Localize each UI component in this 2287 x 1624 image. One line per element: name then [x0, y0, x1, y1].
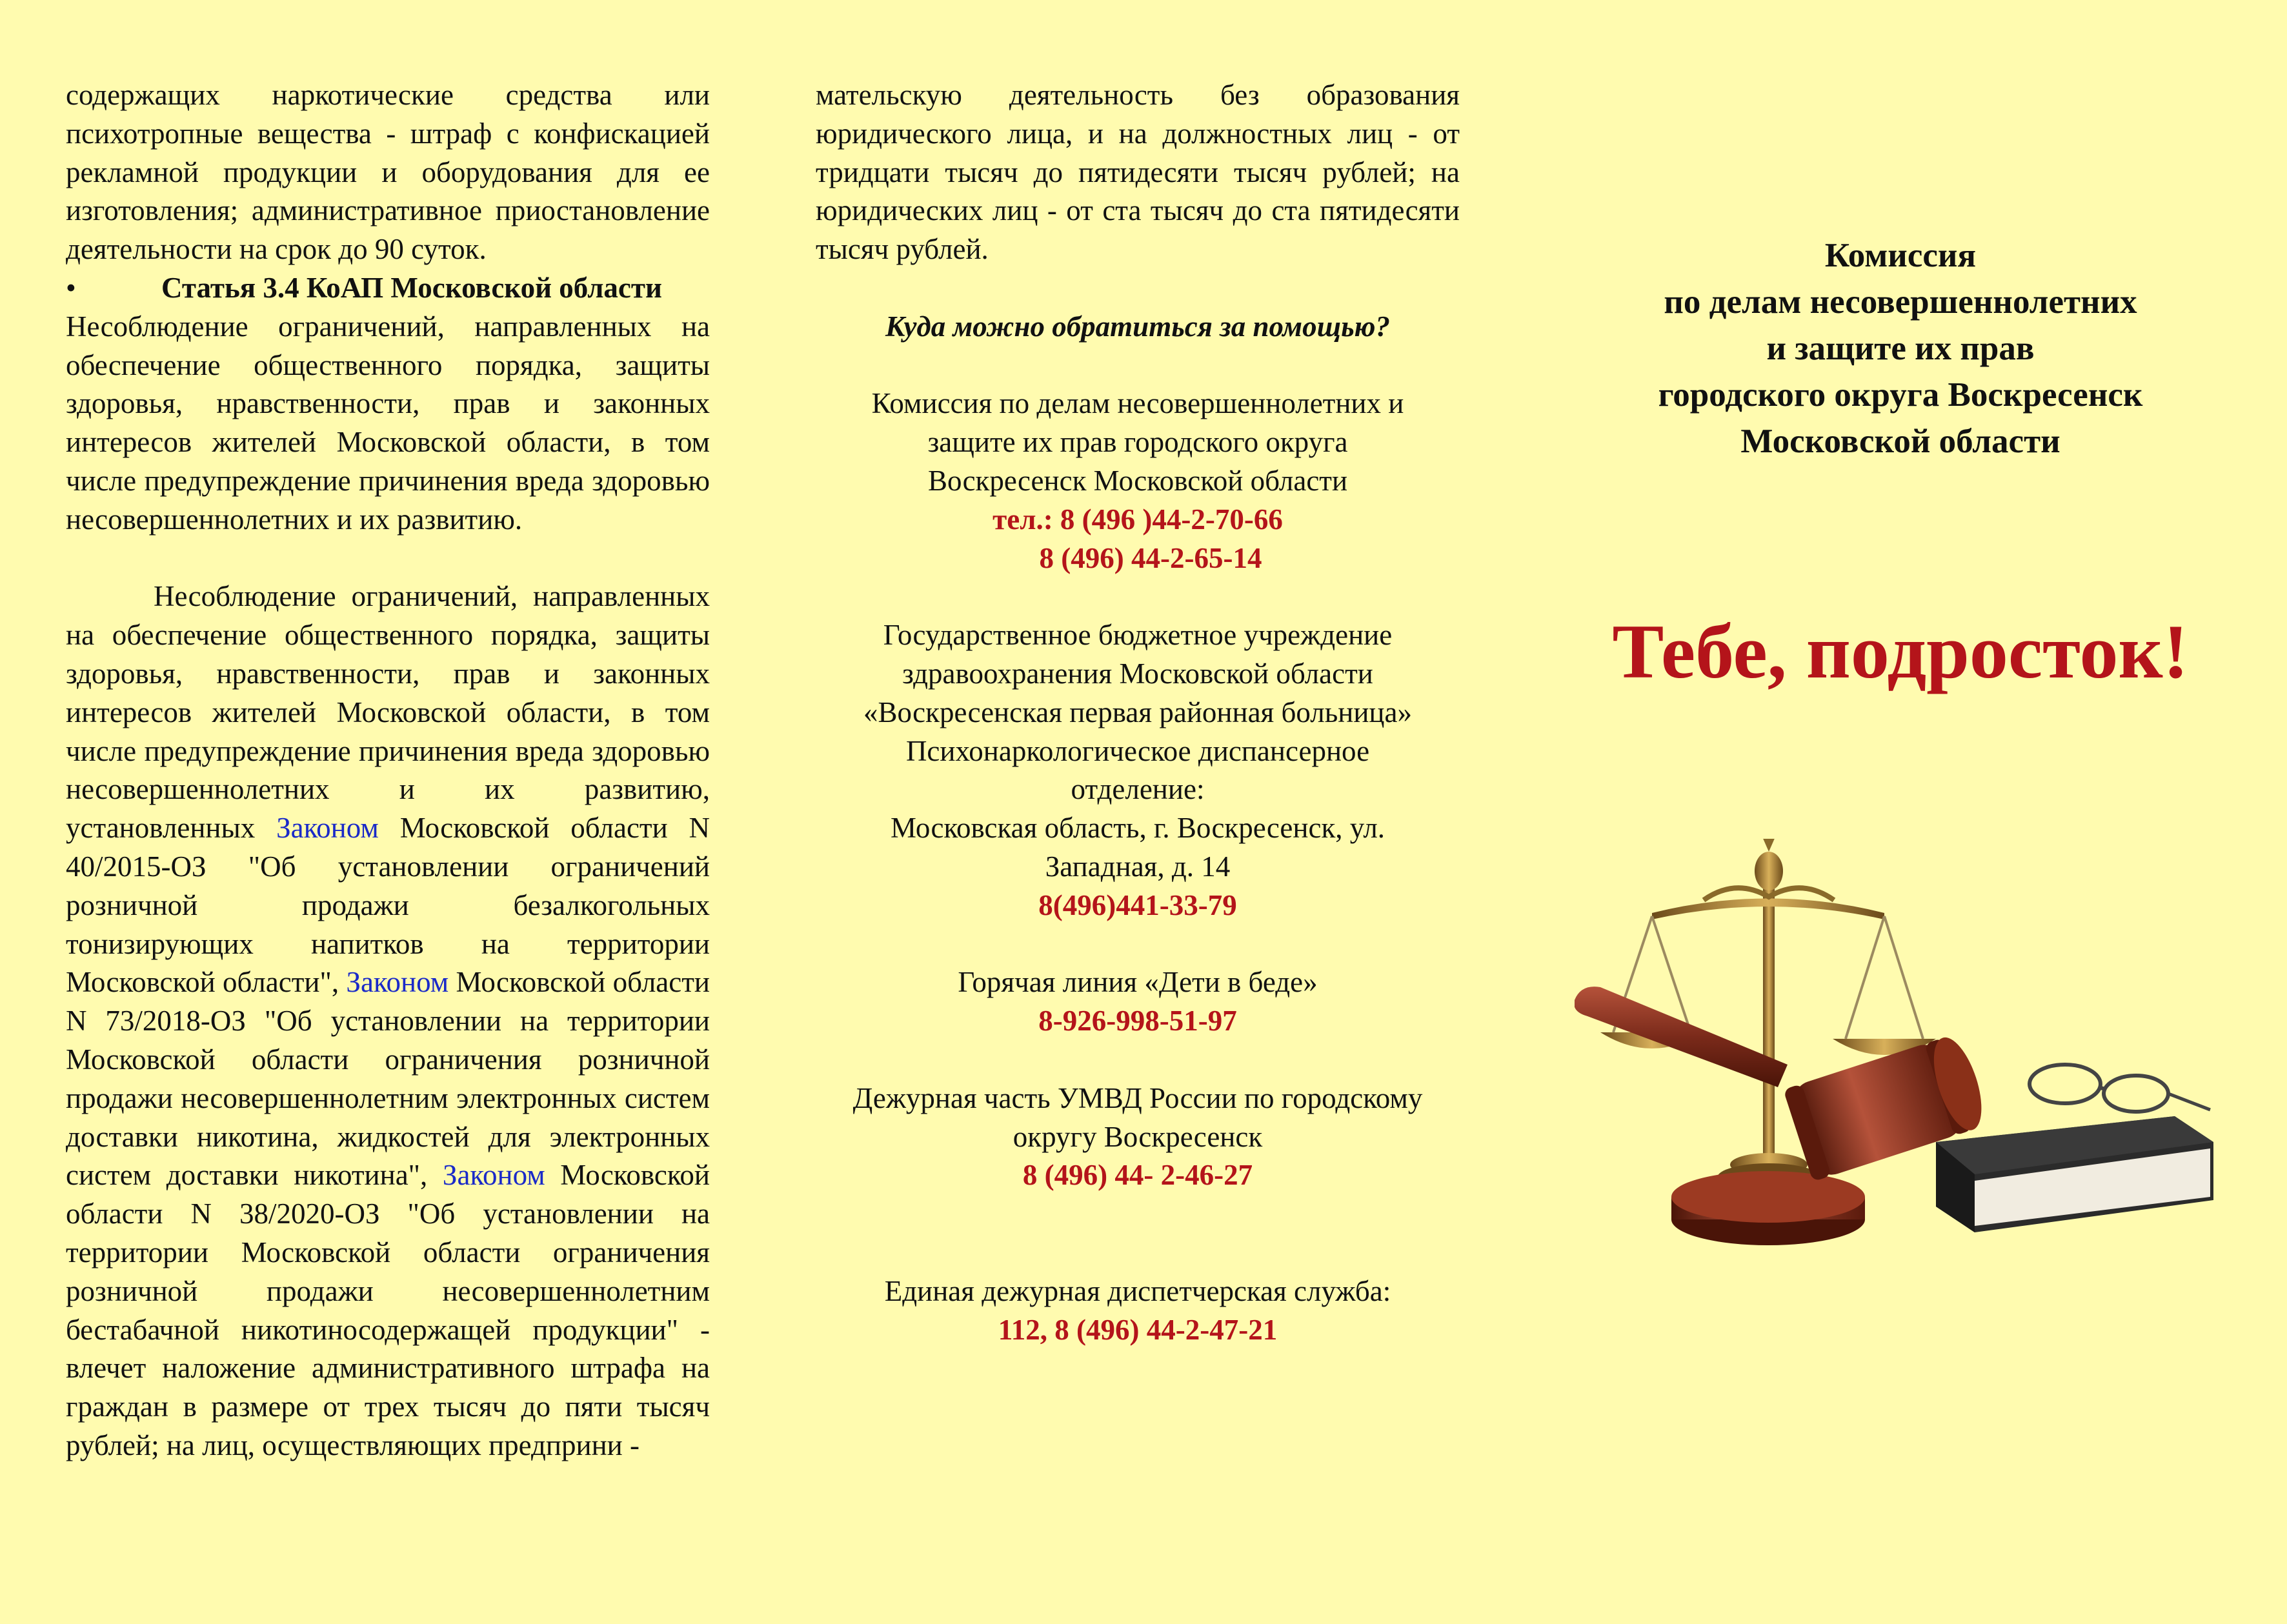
- hospital-line-3: «Воскресенская первая районная больница»: [863, 696, 1412, 728]
- commission-line-5: Московской области: [1740, 423, 2060, 460]
- col1-paragraph-1: содержащих наркотические средства или психотропные вещества - штраф с конфискацией рекламной продукции и оборудования для ее изготовления; административное приостановление деятельности на срок до 90 суток.: [66, 79, 710, 266]
- article-bullet: [66, 269, 710, 308]
- headline: Тебе, подросток!: [1612, 608, 2189, 694]
- edds-label: Единая дежурная диспетчерская служба:: [884, 1274, 1391, 1307]
- kdn-line-1: Комиссия по делам несовершеннолетних и: [871, 387, 1404, 420]
- col1-paragraph-2: Несоблюдение ограничений, направленных на обеспечение общественного порядка, защиты здоровья, нравственности, прав и законных интересов жителей Московской области, в том числе предупреждение причинения вреда здоровью несовершеннолетних и их развитию.: [66, 310, 710, 536]
- kdn-line-2: защите их прав городского округа: [927, 426, 1348, 459]
- edds-phone: 112, 8 (496) 44-2-47-21: [998, 1313, 1278, 1346]
- police-line-1: Дежурная часть УМВД России по городскому: [852, 1081, 1423, 1114]
- hospital-line-6: Московская область, г. Воскресенск, ул.: [890, 812, 1385, 845]
- left-column: [66, 76, 710, 1624]
- hospital-line-2: здравоохранения Московской области: [902, 657, 1373, 690]
- para3-text-d: Московской области N 38/2020-ОЗ "Об установлении на территории Московской области ограничения розничной продажи несовершеннолетним бестабачной никотиносодержащей продукции" - влечет наложение административного штрафа на граждан в размере от трех тысяч до пяти тысяч рублей; на лиц, осуществляющих предприни -: [66, 1159, 710, 1461]
- hospital-line-1: Государственное бюджетное учреждение: [883, 619, 1393, 652]
- article-heading: Статья 3.4 КоАП Московской области: [161, 271, 662, 304]
- commission-line-3: и защите их прав: [1766, 330, 2035, 367]
- col1-paragraph-3: [66, 577, 710, 1465]
- scales-gavel-book-icon: [1575, 839, 2220, 1252]
- hotline-phone: 8-926-998-51-97: [1038, 1005, 1237, 1038]
- commission-line-1: Комиссия: [1824, 237, 1977, 274]
- para3-text-a: Несоблюдение ограничений, направленных на обеспечение общественного порядка, защиты здоровья, нравственности, прав и законных интересов жителей Московской области, в том числе предупреждение причинения вреда здоровью несовершеннолетних и их развитию, установленных: [66, 580, 710, 845]
- hotline-label: Горячая линия «Дети в беде»: [958, 966, 1318, 999]
- col2-paragraph-1: мательскую деятельность без образования юридического лица, и на должностных лиц - от тридцати тысяч до пятидесяти тысяч рублей; на юридических лиц - от ста тысяч до ста пятидесяти тысяч рублей.: [816, 79, 1460, 266]
- help-question: Куда можно обратиться за помощью?: [885, 310, 1391, 343]
- hospital-phone: 8(496)441-33-79: [1038, 888, 1237, 921]
- police-line-2: округу Воскресенск: [1013, 1120, 1263, 1153]
- kdn-phone-2: 8 (496) 44-2-65-14: [1039, 541, 1262, 574]
- hospital-line-7: Западная, д. 14: [1045, 850, 1231, 883]
- law-link-1[interactable]: Законом: [276, 812, 379, 845]
- para3-text-b: Московской области N 40/2015-ОЗ "Об установлении ограничений розничной продажи безалкогольных тонизирующих напитков на территории Московской области",: [66, 812, 710, 999]
- commission-line-4: городского округа Воскресенск: [1658, 376, 2143, 414]
- police-phone: 8 (496) 44- 2-46-27: [1022, 1159, 1253, 1192]
- kdn-phone-1: тел.: 8 (496 )44-2-70-66: [992, 503, 1283, 536]
- hospital-line-5: отделение:: [1071, 773, 1205, 806]
- commission-line-2: по делам несовершеннолетних: [1664, 283, 2137, 321]
- law-link-3[interactable]: Законом: [442, 1159, 545, 1192]
- kdn-line-3: Воскресенск Московской области: [927, 464, 1348, 497]
- bullet-icon: •: [66, 271, 76, 304]
- hospital-line-4: Психонаркологическое диспансерное: [905, 734, 1370, 767]
- middle-column: [816, 76, 1460, 1624]
- law-link-2[interactable]: Законом: [346, 966, 449, 999]
- para3-text-c: Московской области N 73/2018-ОЗ "Об установлении на территории Московской области ограничения розничной продажи несовершеннолетним электронных систем доставки никотина, жидкостей для электронных систем доставки никотина",: [66, 966, 710, 1192]
